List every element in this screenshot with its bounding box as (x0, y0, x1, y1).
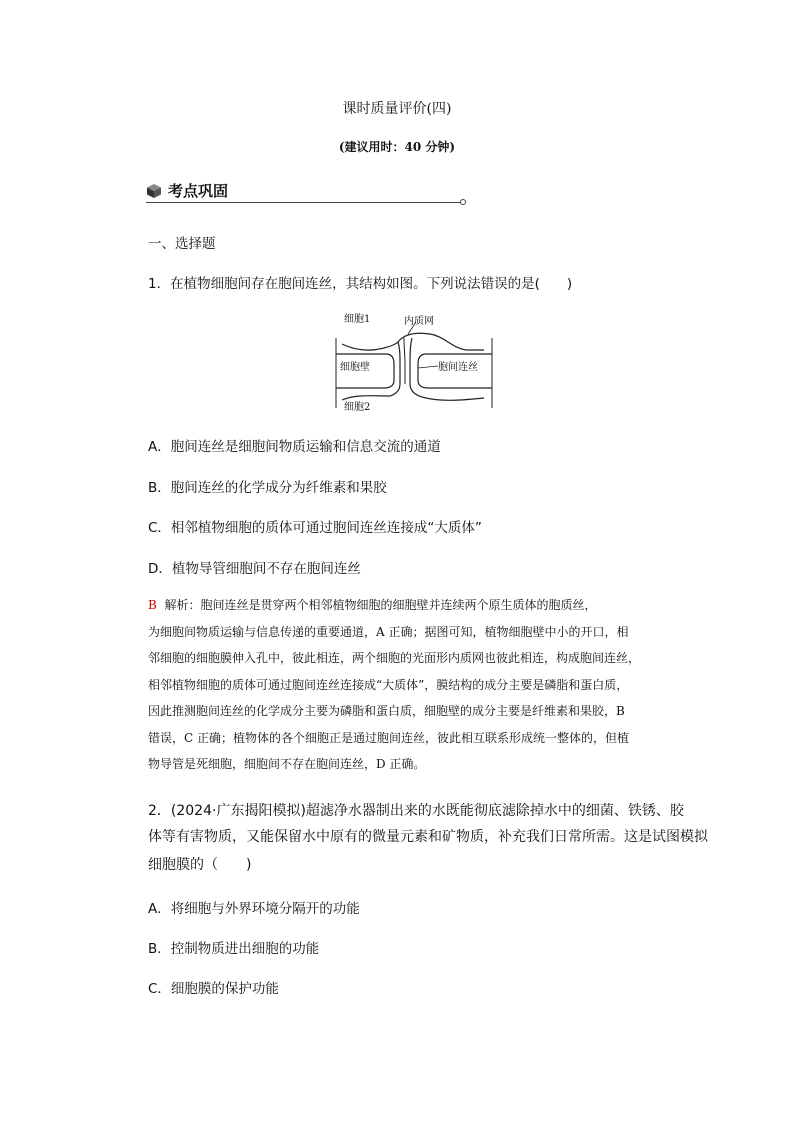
analysis-line: 相邻植物细胞的质体可通过胞间连丝连接成“大质体”，膜结构的成分主要是磷脂和蛋白质， (148, 677, 629, 692)
q1-option-a: A．胞间连丝是细胞间物质运输和信息交流的通道 (148, 439, 441, 455)
section-header (146, 180, 468, 206)
page-title: 课时质量评价(四) (342, 101, 452, 117)
analysis-label: 解析： (164, 598, 201, 612)
q2-stem-line-1: 2．(2024·广东揭阳模拟)超滤净水器制出来的水既能彻底滤除掉水中的细菌、铁锈、胶 (148, 803, 684, 819)
q2-option-c: C．细胞膜的保护功能 (148, 981, 279, 997)
plasmodesmata-diagram (334, 308, 494, 416)
label-cell-wall: 细胞壁 (340, 362, 370, 373)
q2-option-b: B．控制物质进出细胞的功能 (148, 941, 320, 957)
q1-option-d: D．植物导管细胞间不存在胞间连丝 (148, 561, 361, 577)
q2-option-a: A．将细胞与外界环境分隔开的功能 (148, 901, 360, 917)
question-type-heading: 一、选择题 (148, 236, 216, 252)
label-cell2: 细胞2 (344, 402, 371, 413)
cube-icon (146, 183, 162, 199)
analysis-line: 邻细胞的细胞膜伸入孔中，彼此相连，两个细胞的光面形内质网也彼此相连，构成胞间连丝， (148, 651, 641, 665)
analysis-line: 错误，C 正确；植物体的各个细胞正是通过胞间连丝，彼此相互联系形成统一整体的，但植 (148, 730, 629, 745)
answer-letter: B (148, 598, 157, 612)
q1-option-b: B．胞间连丝的化学成分为纤维素和果胶 (148, 480, 387, 496)
analysis-line: 为细胞间物质运输与信息传递的重要通道，A 正确；据图可知，植物细胞壁中小的开口，相 (148, 624, 629, 639)
suggested-time: (建议用时：40 分钟) (338, 140, 456, 154)
q2-stem-line-2: 体等有害物质，又能保留水中原有的微量元素和矿物质，补充我们日常所需。这是试图模拟 (148, 829, 708, 845)
section-divider (146, 202, 462, 203)
q1-stem: 1．在植物细胞间存在胞间连丝，其结构如图。下列说法错误的是( ) (148, 276, 573, 292)
q1-analysis (148, 592, 678, 778)
label-er: 内质网 (404, 316, 434, 327)
divider-end-dot (460, 199, 466, 205)
q2-stem-line-3: 细胞膜的（ ) (148, 857, 252, 873)
label-cell1: 细胞1 (344, 314, 371, 325)
section-heading: 考点巩固 (168, 182, 229, 200)
analysis-line: 因此推测胞间连丝的化学成分主要为磷脂和蛋白质，细胞壁的成分主要是纤维素和果胶，B (148, 704, 625, 718)
label-plasmodesmata: 胞间连丝 (438, 362, 478, 373)
analysis-line: B 解析：胞间连丝是贯穿两个相邻植物细胞的细胞壁并连续两个原生质体的胞质丝， (148, 598, 597, 612)
q1-option-c: C．相邻植物细胞的质体可通过胞间连丝连接成“大质体” (148, 520, 482, 536)
analysis-line: 物导管是死细胞，细胞间不存在胞间连丝，D 正确。 (148, 757, 426, 771)
